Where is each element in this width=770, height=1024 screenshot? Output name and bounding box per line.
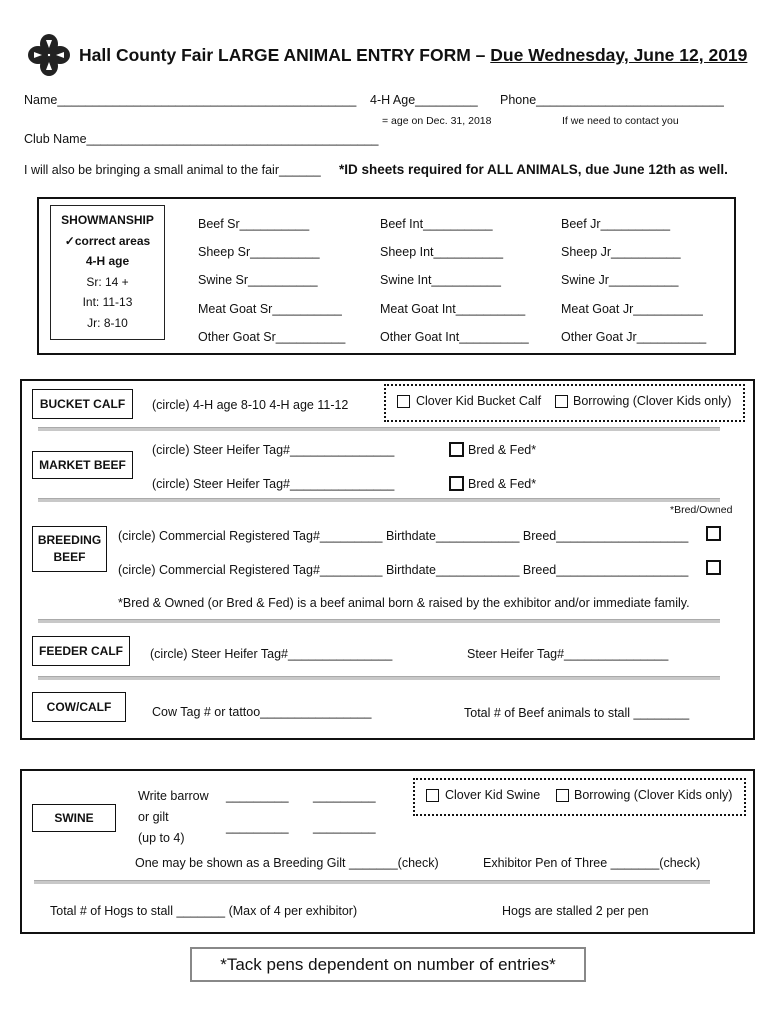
breeding-beef-row-1[interactable]: (circle) Commercial Registered Tag#_________ Birthdate____________ Breed___________________: [118, 529, 689, 543]
senior-age: Sr: 14 +: [86, 274, 129, 289]
total-hogs-field[interactable]: Total # of Hogs to stall _______ (Max of 4 per exhibitor): [50, 904, 358, 918]
clover-kid-bucket-calf-checkbox[interactable]: [397, 395, 410, 408]
meat-goat-sr[interactable]: Meat Goat Sr__________: [198, 302, 342, 316]
sheep-sr[interactable]: Sheep Sr__________: [198, 245, 320, 259]
form-title: [79, 45, 747, 66]
market-beef-row-2[interactable]: (circle) Steer Heifer Tag#_______________: [152, 477, 395, 491]
intermediate-age: Int: 11-13: [82, 295, 133, 309]
title-due-date: Due Wednesday, June 12, 2019: [490, 45, 748, 65]
write-barrow-line-1: Write barrow: [138, 789, 209, 803]
market-beef-label: MARKET BEEF: [32, 451, 133, 479]
swine-blank-4[interactable]: _________: [313, 820, 376, 834]
write-barrow-line-3: (up to 4): [138, 831, 185, 845]
bucket-calf-options[interactable]: (circle) 4-H age 8-10 4-H age 11-12: [152, 398, 349, 412]
swine-borrowing-checkbox[interactable]: [556, 789, 569, 802]
hogs-stalled-note: Hogs are stalled 2 per pen: [502, 904, 649, 918]
swine-sr[interactable]: Swine Sr__________: [198, 273, 318, 287]
divider: [38, 676, 720, 680]
phone-field[interactable]: Phone___________________________: [500, 93, 724, 107]
junior-age: Jr: 8-10: [87, 315, 128, 330]
tack-pens-note: *Tack pens dependent on number of entries*: [220, 954, 556, 974]
meat-goat-int[interactable]: Meat Goat Int__________: [380, 302, 526, 316]
total-beef-field[interactable]: Total # of Beef animals to stall ________: [464, 706, 690, 720]
small-animal-field[interactable]: I will also be bringing a small animal to the fair______: [24, 163, 321, 177]
title-main: Hall County Fair LARGE ANIMAL ENTRY FORM –: [79, 45, 491, 65]
feeder-calf-row[interactable]: (circle) Steer Heifer Tag#_______________: [150, 647, 393, 661]
bred-owned-checkbox-1[interactable]: [706, 526, 721, 541]
phone-note: If we need to contact you: [562, 115, 679, 127]
bucket-calf-label: BUCKET CALF: [32, 389, 133, 419]
feeder-calf-label: FEEDER CALF: [32, 636, 130, 666]
breeding-beef-row-2[interactable]: (circle) Commercial Registered Tag#_________ Birthdate____________ Breed___________________: [118, 563, 689, 577]
swine-blank-2[interactable]: _________: [313, 789, 376, 803]
bred-owned-header: *Bred/Owned: [670, 504, 733, 516]
bred-fed-checkbox-1[interactable]: [449, 442, 464, 457]
feeder-calf-row-2[interactable]: Steer Heifer Tag#_______________: [467, 647, 669, 661]
breeding-beef-label-line-2: BEEF: [53, 550, 86, 564]
pen-of-three-field[interactable]: Exhibitor Pen of Three _______(check): [483, 856, 701, 870]
swine-blank-1[interactable]: _________: [226, 789, 289, 803]
write-barrow-line-2: or gilt: [138, 810, 169, 824]
breeding-gilt-field[interactable]: One may be shown as a Breeding Gilt _______(check): [135, 856, 439, 870]
divider: [38, 427, 720, 431]
beef-sr[interactable]: Beef Sr__________: [198, 217, 310, 231]
other-goat-sr[interactable]: Other Goat Sr__________: [198, 330, 346, 344]
swine-jr[interactable]: Swine Jr__________: [561, 273, 679, 287]
showmanship-info-box: [50, 205, 165, 340]
name-field[interactable]: Name___________________________________________: [24, 93, 357, 107]
age-note: = age on Dec. 31, 2018: [382, 115, 492, 127]
clover-kid-swine-label: Clover Kid Swine: [445, 788, 541, 802]
sheep-int[interactable]: Sheep Int__________: [380, 245, 504, 259]
bred-fed-label-1: Bred & Fed*: [468, 443, 537, 457]
bred-owned-note: *Bred & Owned (or Bred & Fed) is a beef animal born & raised by the exhibitor and/or immediate family.: [118, 596, 690, 610]
borrowing-label: Borrowing (Clover Kids only): [573, 394, 732, 408]
swine-blank-3[interactable]: _________: [226, 820, 289, 834]
breeding-beef-label-line-1: BREEDING: [37, 533, 102, 547]
beef-section: [20, 379, 755, 740]
sheep-jr[interactable]: Sheep Jr__________: [561, 245, 681, 259]
swine-label: SWINE: [32, 804, 116, 832]
age-field[interactable]: 4-H Age_________: [370, 93, 478, 107]
beef-int[interactable]: Beef Int__________: [380, 217, 493, 231]
age-label: 4-H age: [85, 254, 130, 268]
clover-kid-swine-checkbox[interactable]: [426, 789, 439, 802]
4h-clover-logo: [27, 33, 71, 77]
correct-areas-note: ✓correct areas: [64, 233, 151, 248]
breeding-beef-label: [32, 526, 107, 572]
other-goat-jr[interactable]: Other Goat Jr__________: [561, 330, 707, 344]
bred-fed-checkbox-2[interactable]: [449, 476, 464, 491]
divider: [38, 498, 720, 502]
borrowing-checkbox[interactable]: [555, 395, 568, 408]
other-goat-int[interactable]: Other Goat Int__________: [380, 330, 529, 344]
swine-int[interactable]: Swine Int__________: [380, 273, 501, 287]
bred-owned-checkbox-2[interactable]: [706, 560, 721, 575]
tack-pens-note-box: [190, 947, 586, 982]
divider: [38, 619, 720, 623]
cow-calf-label: COW/CALF: [32, 692, 126, 722]
cow-tag-field[interactable]: Cow Tag # or tattoo________________: [152, 705, 372, 719]
market-beef-row-1[interactable]: (circle) Steer Heifer Tag#_______________: [152, 443, 395, 457]
club-name-field[interactable]: Club Name__________________________________________: [24, 132, 379, 146]
showmanship-title: SHOWMANSHIP: [61, 213, 154, 227]
bred-fed-label-2: Bred & Fed*: [468, 477, 537, 491]
meat-goat-jr[interactable]: Meat Goat Jr__________: [561, 302, 703, 316]
clover-kid-bucket-calf-label: Clover Kid Bucket Calf: [416, 394, 542, 408]
id-sheets-note: *ID sheets required for ALL ANIMALS, due June 12th as well.: [339, 162, 728, 177]
divider: [34, 880, 710, 884]
swine-borrowing-label: Borrowing (Clover Kids only): [574, 788, 733, 802]
beef-jr[interactable]: Beef Jr__________: [561, 217, 671, 231]
